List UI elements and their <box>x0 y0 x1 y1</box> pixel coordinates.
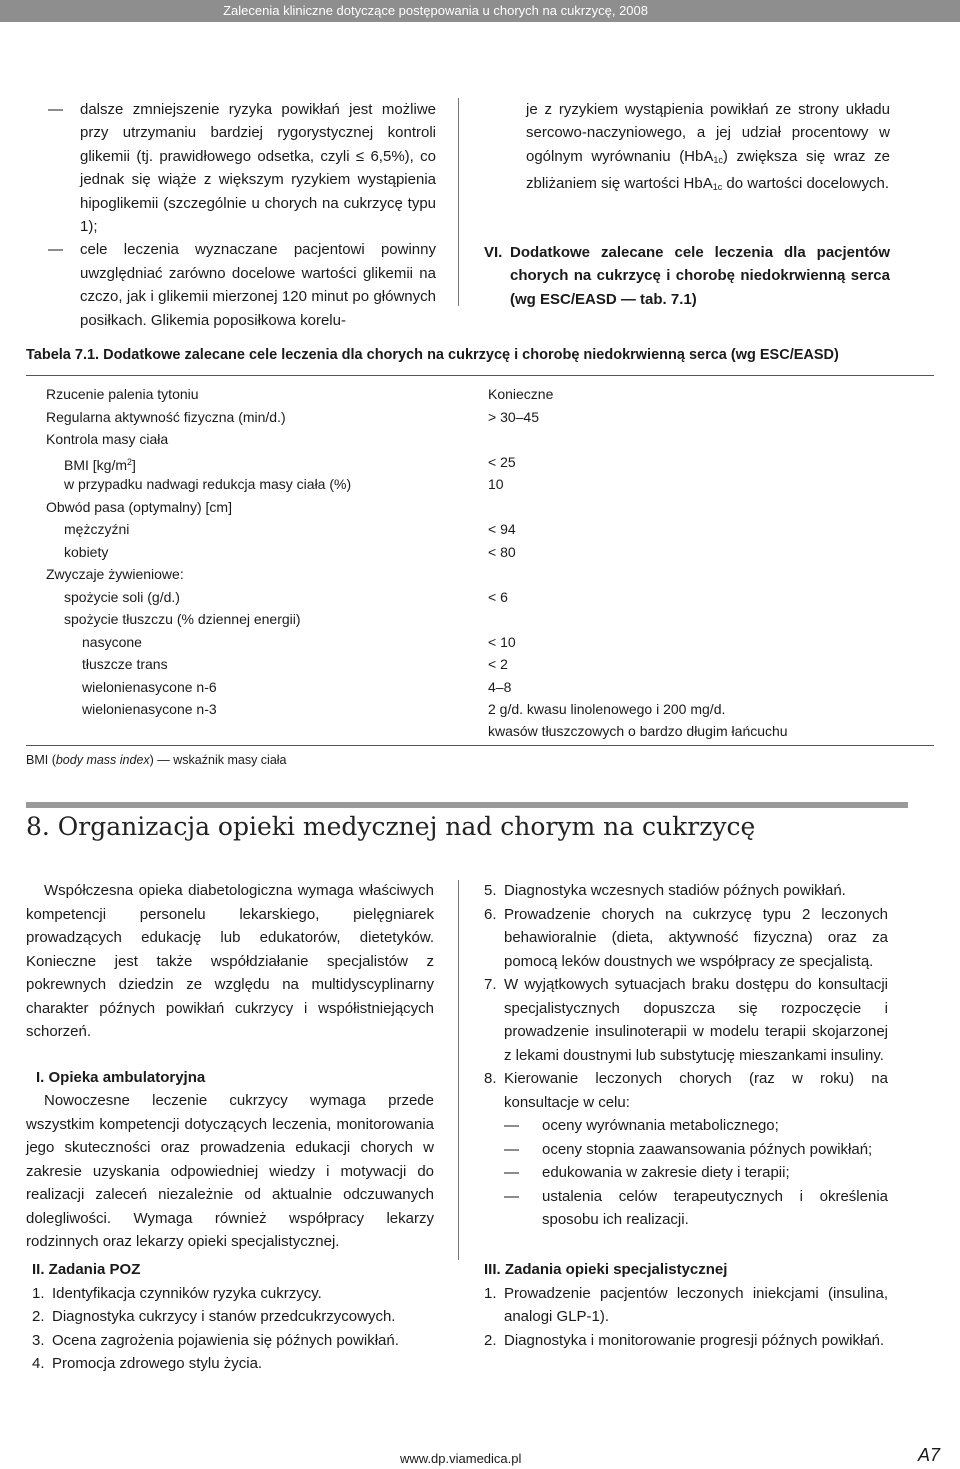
text-run: BMI ( <box>26 753 56 767</box>
item-number: 5. <box>484 882 497 899</box>
table-row-value: > 30–45 <box>488 409 539 425</box>
section-iii <box>484 1258 888 1352</box>
table-caption: Tabela 7.1. Dodatkowe zalecane cele leczenia dla chorych na cukrzycę i chorobę niedokrwienną serca (wg ESC/EASD) <box>26 347 839 363</box>
text-run: ) zwiększa się wraz ze zbliżaniem się wartości HbA <box>526 147 890 193</box>
item-number: 1. <box>484 1284 497 1302</box>
sub-list-item <box>504 1185 888 1232</box>
sub-list-item <box>504 1161 888 1185</box>
subscript: 1c <box>712 182 723 193</box>
chapter-rule <box>26 802 908 808</box>
item-number: 6. <box>484 905 497 923</box>
intro-paragraph: Współczesna opieka diabetologiczna wymaga właściwych kompetencji personelu lekarskiego, pielęgniarek prowadzących edukację lub edukatorów, dietetyków. Konieczne jest także współdziałanie specjalistów z pokrewnych dziedzin ze względu na multidyscyplinarny charakter późnych powikłań cukrzycy i współistniejących schorzeń. <box>26 882 434 1040</box>
list-item <box>484 1329 888 1353</box>
text-run: ] <box>132 457 136 473</box>
item-text: Diagnostyka wczesnych stadiów późnych powikłań. <box>504 882 846 899</box>
item-text: Diagnostyka i monitorowanie progresji późnych powikłań. <box>504 1331 885 1349</box>
table-row-label: Obwód pasa (optymalny) [cm] <box>46 499 232 515</box>
sub-list-item <box>504 1114 888 1138</box>
list-item <box>32 1352 434 1376</box>
table-row-value: < 25 <box>488 454 516 470</box>
table-row-label: Regularna aktywność fizyczna (min/d.) <box>46 409 286 425</box>
section-iii-heading: III. Zadania opieki specjalistycznej <box>484 1261 728 1278</box>
table-row-label: wielonienasycone n-6 <box>82 679 217 695</box>
table-row-label <box>64 451 136 473</box>
table-row-label: w przypadku nadwagi redukcja masy ciała (%) <box>64 476 352 492</box>
section-number: VI. <box>484 244 503 261</box>
list-item <box>484 879 888 903</box>
chapter-title: 8. Organizacja opieki medycznej nad chorym na cukrzycę <box>26 812 756 841</box>
lower-left-column <box>26 879 434 1254</box>
table-row-label: spożycie soli (g/d.) <box>64 589 180 605</box>
text-run: do wartości docelowych. <box>722 175 889 193</box>
dash-marker: — <box>504 1164 519 1181</box>
table-row-label: spożycie tłuszczu (% dziennej energii) <box>64 611 301 627</box>
list-item <box>484 903 888 974</box>
running-title: Zalecenia kliniczne dotyczące postępowania u chorych na cukrzycę, 2008 <box>223 3 648 18</box>
sub-list-item <box>504 1138 888 1162</box>
item-text: oceny stopnia zaawansowania późnych powikłań; <box>542 1140 873 1158</box>
table-row-value: < 80 <box>488 544 516 560</box>
section-title: Dodatkowe zalecane cele leczenia dla pacjentów chorych na cukrzycę i chorobę niedokrwienną serca (wg ESC/EASD — tab. 7.1) <box>510 244 890 308</box>
dash-marker: — <box>504 1187 519 1205</box>
item-text: Kierowanie leczonych chorych (raz w roku) na konsultacje w celu: <box>504 1070 888 1111</box>
text-run: je z ryzykiem wystąpienia powikłań ze strony układu sercowo-naczyniowego, a jej udział procentowy w ogólnym wyrównaniu (HbA <box>526 101 890 165</box>
table-row-value: kwasów tłuszczowych o bardzo długim łańcuchu <box>488 723 788 739</box>
item-text: edukowania w zakresie diety i terapii; <box>542 1164 790 1181</box>
list-item <box>484 1067 888 1114</box>
dash-marker: — <box>504 1140 519 1158</box>
table-row-label: Rzucenie palenia tytoniu <box>46 386 199 402</box>
item-text: Diagnostyka cukrzycy i stanów przedcukrzycowych. <box>52 1308 396 1325</box>
table-row-value: < 6 <box>488 589 508 605</box>
footer-url[interactable]: www.dp.viamedica.pl <box>400 1451 522 1466</box>
item-number: 3. <box>32 1331 45 1349</box>
item-text: ustalenia celów terapeutycznych i określenia sposobu ich realizacji. <box>542 1187 888 1228</box>
subscript: 1c <box>713 154 723 165</box>
dash-marker: — <box>504 1117 519 1134</box>
table-row-value: < 10 <box>488 634 516 650</box>
list-item <box>484 973 888 1067</box>
table-row-label: kobiety <box>64 544 109 560</box>
table-row-value: 4–8 <box>488 679 512 695</box>
table-row-value: < 2 <box>488 656 508 672</box>
table-bottom-rule <box>26 745 934 746</box>
section-i-paragraph: Nowoczesne leczenie cukrzycy wymaga przede wszystkim kompetencji dotyczących leczenia, monitorowania jego skuteczności oraz prowadzenia edukacji chorych w zakresie uzyskania odpowiedniej wiedzy i motywacji do realizacji zaleceń niezależnie od aktualnie odczuwanych dolegliwości. Wymaga również współpracy lekarzy rodzinnych oraz lekarzy opieki specjalistycznej. <box>26 1092 434 1250</box>
list-item-text: dalsze zmniejszenie ryzyka powikłań jest możliwe przy utrzymaniu bardziej rygorystycznej kontroli glikemii (tj. prawidłowego odsetka, czyli ≤ 6,5%), co jednak się wiąże z większym ryzykiem wystąpienia hipoglikemii (szczególnie u chorych na cukrzycę typu 1); <box>80 101 436 236</box>
item-number: 8. <box>484 1070 497 1087</box>
page-number: A7 <box>918 1445 941 1465</box>
section-i-heading: I. Opieka ambulatoryjna <box>36 1068 206 1086</box>
item-text: Ocena zagrożenia pojawienia się późnych powikłań. <box>52 1331 399 1349</box>
list-item <box>32 1282 434 1306</box>
section-ii-heading: II. Zadania POZ <box>32 1261 141 1278</box>
item-number: 7. <box>484 976 497 993</box>
table-row-label: mężczyźni <box>64 521 130 537</box>
item-text: Prowadzenie chorych na cukrzycę typu 2 leczonych behawioralnie (dieta, aktywność fizyczna) oraz za pomocą leków doustnych we współpracy ze specjalistą. <box>504 905 888 970</box>
item-number: 2. <box>32 1308 45 1325</box>
text-run: body mass index <box>55 753 150 767</box>
text-run: ) — wskaźnik masy ciała <box>149 753 287 767</box>
lower-right-column <box>484 879 888 1232</box>
item-text: Promocja zdrowego stylu życia. <box>52 1355 263 1372</box>
table-row-value: 2 g/d. kwasu linolenowego i 200 mg/d. <box>488 701 726 717</box>
table-row-label: tłuszcze trans <box>82 656 168 672</box>
table-footnote <box>26 753 287 767</box>
item-text: Prowadzenie pacjentów leczonych iniekcjami (insulina, analogi GLP-1). <box>504 1284 888 1325</box>
list-item <box>32 1329 434 1353</box>
table-row-label: Zwyczaje żywieniowe: <box>46 566 184 582</box>
table-row-label: Kontrola masy ciała <box>46 431 169 447</box>
column-divider <box>458 880 459 1260</box>
dash-marker: — <box>48 241 63 259</box>
item-number: 4. <box>32 1355 45 1372</box>
table-row-value: < 94 <box>488 521 516 537</box>
table-row-value: Konieczne <box>488 386 554 402</box>
superscript: 2 <box>127 457 133 467</box>
list-item-text: cele leczenia wyznaczane pacjentowi powinny uwzględniać zarówno docelowe wartości glikemii na czczo, jak i glikemii mierzonej 120 minut po głównych posiłkach. Glikemia poposiłkowa korelu- <box>80 241 436 329</box>
table-row-label: nasycone <box>82 634 142 650</box>
table-row-value: 10 <box>488 476 504 492</box>
section-ii <box>32 1258 434 1376</box>
table-row-label: wielonienasycone n-3 <box>82 701 217 717</box>
item-text: W wyjątkowych sytuacjach braku dostępu do konsultacji specjalistycznych dopuszcza się rozpoczęcie i prowadzenie insulinoterapii w modelu terapii skojarzonej z lekami doustnymi lub substytucję mieszankami insuliny. <box>504 976 888 1064</box>
list-item <box>484 1282 888 1329</box>
item-text: Identyfikacja czynników ryzyka cukrzycy. <box>52 1284 322 1302</box>
item-number: 2. <box>484 1331 497 1349</box>
dash-marker: — <box>48 101 63 118</box>
item-number: 1. <box>32 1284 45 1302</box>
item-text: oceny wyrównania metabolicznego; <box>542 1117 779 1134</box>
list-item <box>32 1305 434 1329</box>
text-run: BMI [kg/m <box>64 457 128 473</box>
